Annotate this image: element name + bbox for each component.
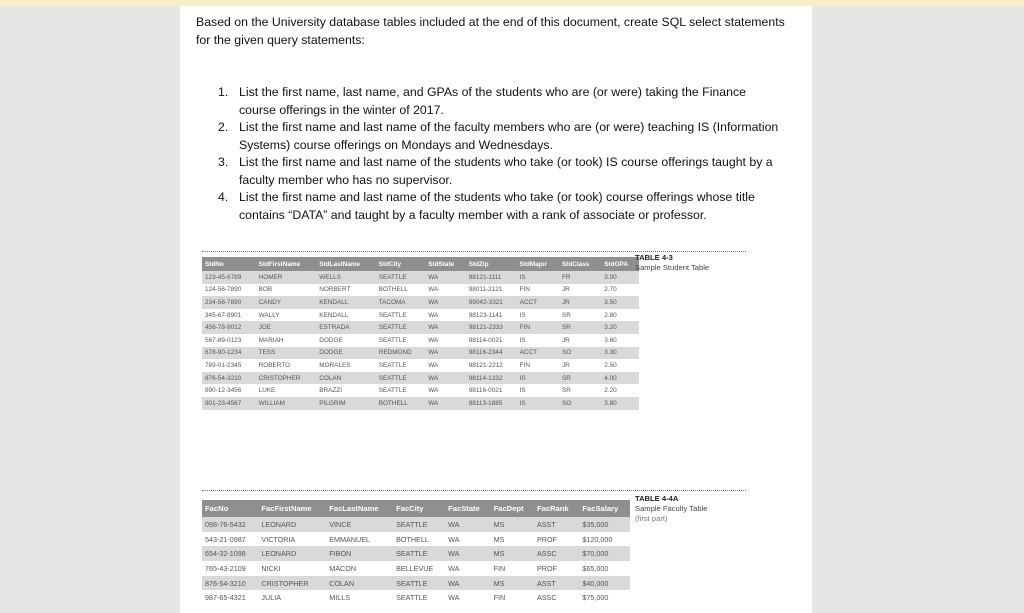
table-cell: SEATTLE — [378, 311, 407, 319]
table-cell: WA — [425, 321, 466, 334]
table-row — [202, 347, 639, 360]
table-cell: 2.50 — [604, 361, 617, 369]
table-cell: 789-01-2345 — [205, 361, 242, 369]
intro-paragraph: Based on the University database tables included at the end of this document, create SQL select statements for the given query statements: — [196, 15, 785, 47]
column-header: FacNo — [202, 500, 258, 517]
table1-divider — [202, 251, 746, 252]
table-cell: WA — [428, 387, 439, 395]
table-cell: REDMOND — [376, 347, 426, 360]
table-cell: WA — [445, 576, 490, 591]
table-cell: WA — [425, 271, 466, 284]
table-cell: WALLY — [258, 311, 280, 319]
table-cell: ASSC — [534, 546, 579, 561]
table-cell: ROBERTO — [258, 361, 290, 369]
table-row — [202, 590, 630, 605]
table-cell: LEONARD — [258, 517, 326, 532]
table-cell: WA — [448, 534, 460, 544]
table-cell: MS — [493, 534, 505, 544]
student-table — [202, 257, 639, 410]
table-cell: IS — [517, 271, 559, 284]
table-cell: SEATTLE — [376, 321, 426, 334]
table-cell: WA — [425, 372, 466, 385]
table-cell: FIN — [519, 361, 530, 369]
question-item — [202, 119, 780, 154]
table1-caption — [635, 253, 755, 273]
table-cell: SEATTLE — [393, 546, 445, 561]
table-cell: IS — [519, 311, 526, 319]
table-cell: PILGRIM — [316, 397, 375, 410]
table-cell: HOMER — [256, 271, 317, 284]
table-cell: PROF — [536, 563, 557, 573]
question-number: 1. — [218, 85, 229, 99]
table-cell: ACCT — [517, 296, 559, 309]
table-cell: SEATTLE — [393, 517, 445, 532]
table-cell: WA — [428, 286, 439, 294]
table-cell: 3.20 — [601, 321, 639, 334]
table-cell: MORALES — [319, 361, 351, 369]
table-cell: CRISTOPHER — [258, 576, 326, 591]
table-cell: ASSC — [536, 593, 557, 603]
table-cell: 901-23-4567 — [202, 397, 256, 410]
column-header: StdCity — [376, 257, 426, 271]
table-cell: SEATTLE — [378, 387, 407, 395]
table2-caption-text: Sample Faculty Table — [635, 504, 708, 513]
table-cell: $75,000 — [582, 593, 609, 603]
table-cell: 98121-2333 — [466, 321, 517, 334]
table-cell: KENDALL — [319, 311, 349, 319]
table-cell: TESS — [256, 347, 317, 360]
table-cell: 987-65-4321 — [205, 593, 246, 603]
table-cell: WA — [425, 347, 466, 360]
table-cell: SO — [559, 347, 601, 360]
question-text: List the first name and last name of the students who take (or took) course offerings whose title contains “DATA” and taught by a faculty member with a rank of associate or professor. — [239, 190, 755, 222]
column-header: FacFirstName — [258, 500, 326, 517]
table-cell: 3.50 — [601, 296, 639, 309]
table-cell: $35,000 — [579, 517, 630, 532]
table-cell: WELLS — [316, 271, 375, 284]
table-cell: $40,000 — [579, 576, 630, 591]
table-cell: BELLEVUE — [396, 563, 434, 573]
table-cell: SR — [561, 387, 571, 395]
table-cell: MS — [491, 576, 534, 591]
table-cell: 2.20 — [604, 387, 617, 395]
table-cell: BOTHELL — [376, 397, 426, 410]
table-cell: 876-54-3210 — [202, 576, 258, 591]
table-cell: 98113-1885 — [466, 397, 517, 410]
table-cell: BRAZZI — [319, 387, 342, 395]
table-cell: 345-67-8901 — [205, 311, 242, 319]
table-cell: JR — [561, 361, 570, 369]
table-cell: SEATTLE — [393, 576, 445, 591]
faculty-table-header — [202, 500, 630, 517]
table-cell: IS — [519, 387, 526, 395]
table-cell: SEATTLE — [378, 361, 407, 369]
table-cell: MILLS — [329, 593, 351, 603]
table-cell: 4.00 — [601, 372, 639, 385]
table-cell: MACON — [329, 563, 357, 573]
table-cell: 98114-1332 — [466, 372, 517, 385]
table-row — [202, 271, 639, 284]
table-row — [202, 309, 639, 322]
table-cell: VICTORIA — [261, 534, 296, 544]
table-cell: WA — [445, 546, 490, 561]
column-header: StdNo — [202, 257, 256, 271]
table-row — [202, 576, 630, 591]
table-cell: BOTHELL — [396, 534, 429, 544]
table-cell: PROF — [536, 534, 557, 544]
table-row — [202, 296, 639, 309]
table-cell: JR — [561, 336, 570, 344]
table-cell: 765-43-2109 — [205, 563, 246, 573]
column-header: FacSalary — [579, 500, 630, 517]
table2-caption-number: TABLE 4-4A — [635, 494, 679, 503]
table-cell: SR — [561, 311, 571, 319]
table-cell: KENDALL — [316, 296, 375, 309]
table-cell: FIN — [493, 593, 506, 603]
column-header: FacLastName — [326, 500, 393, 517]
table-cell: WA — [425, 296, 466, 309]
table-row — [202, 532, 630, 547]
table-cell: 123-45-6789 — [202, 271, 256, 284]
table-cell: 98114-0021 — [468, 336, 503, 344]
table-cell: FIN — [517, 321, 559, 334]
table-cell: SEATTLE — [396, 593, 428, 603]
table-cell: LEONARD — [258, 546, 326, 561]
table-cell: ESTRADA — [316, 321, 375, 334]
column-header: FacState — [445, 500, 490, 517]
table-cell: ASST — [534, 517, 579, 532]
column-header: FacCity — [393, 500, 445, 517]
table2-divider — [202, 490, 746, 491]
table-cell: CRISTOPHER — [256, 372, 317, 385]
table-cell: 876-54-3210 — [202, 372, 256, 385]
table-row — [202, 284, 639, 297]
table-cell: 3.00 — [601, 271, 639, 284]
table-cell: JR — [559, 296, 601, 309]
table-cell: COLAN — [326, 576, 393, 591]
question-item — [202, 84, 780, 119]
table-cell: SR — [559, 321, 601, 334]
table-cell: 98011-2121 — [468, 286, 503, 294]
table-cell: 98121-1111 — [466, 271, 517, 284]
table-cell: 2.70 — [604, 286, 617, 294]
table-cell: SEATTLE — [376, 271, 426, 284]
table-cell: $120,000 — [582, 534, 613, 544]
table-cell: IS — [519, 336, 526, 344]
table-cell: $70,000 — [579, 546, 630, 561]
table-cell: 124-56-7890 — [205, 286, 242, 294]
faculty-table — [202, 500, 630, 605]
table-cell: DODGE — [319, 336, 343, 344]
table2-caption — [635, 494, 755, 524]
column-header: StdZip — [466, 257, 517, 271]
table-cell: 654-32-1098 — [202, 546, 258, 561]
column-header: FacDept — [491, 500, 534, 517]
table-cell: NICKI — [261, 563, 281, 573]
table-cell: CANDY — [256, 296, 317, 309]
table-row — [202, 561, 630, 576]
table-cell: IS — [517, 372, 559, 385]
table-cell: TACOMA — [376, 296, 426, 309]
table-cell: SR — [559, 372, 601, 385]
table-cell: BOTHELL — [378, 286, 408, 294]
table-cell: WA — [448, 563, 460, 573]
column-header: FacRank — [534, 500, 579, 517]
table-row — [202, 517, 630, 532]
column-header: StdClass — [559, 257, 601, 271]
table-cell: 543-21-0987 — [205, 534, 246, 544]
question-item — [202, 189, 780, 224]
table-cell: 234-56-7890 — [202, 296, 256, 309]
table-cell: 98116-2344 — [466, 347, 517, 360]
table-cell: DODGE — [316, 347, 375, 360]
table-cell: VINCE — [326, 517, 393, 532]
column-header: StdMajor — [517, 257, 559, 271]
table-cell: 99042-3321 — [466, 296, 517, 309]
table-cell: IS — [517, 397, 559, 410]
student-table-header — [202, 257, 639, 271]
table-cell: WA — [428, 336, 439, 344]
question-item — [202, 154, 780, 189]
question-list — [202, 84, 780, 224]
table-cell: COLAN — [316, 372, 375, 385]
table-cell: LUKE — [258, 387, 276, 395]
table-cell: WA — [428, 361, 439, 369]
question-number: 4. — [218, 190, 229, 204]
table-cell: JOE — [256, 321, 317, 334]
table1-caption-text: Sample Student Table — [635, 263, 710, 272]
table-cell: SEATTLE — [378, 336, 407, 344]
table-row — [202, 372, 639, 385]
table-cell: WILLIAM — [256, 397, 317, 410]
table-row — [202, 321, 639, 334]
table1-caption-number: TABLE 4-3 — [635, 253, 673, 262]
table-cell: 98121-2212 — [468, 361, 503, 369]
table-cell: 3.30 — [601, 347, 639, 360]
table-cell: FR — [559, 271, 601, 284]
column-header: StdLastName — [316, 257, 375, 271]
table-cell: 3.60 — [604, 336, 617, 344]
question-text: List the first name, last name, and GPAs of the students who are (or were) taking the Finance course offerings in the winter of 2017. — [239, 85, 746, 117]
table-row — [202, 546, 630, 561]
table-cell: 890-12-3456 — [205, 387, 242, 395]
column-header: StdFirstName — [256, 257, 317, 271]
table-cell: SO — [559, 397, 601, 410]
question-text: List the first name and last name of the faculty members who are (or were) teaching IS (Information Systems) course offerings on Mondays and Wednesdays. — [239, 120, 779, 152]
table-cell: ASST — [534, 576, 579, 591]
table-cell: WA — [448, 593, 460, 603]
table-cell: 98116-0021 — [468, 387, 503, 395]
table-cell: JULIA — [261, 593, 281, 603]
table-cell: MS — [491, 517, 534, 532]
question-text: List the first name and last name of the students who take (or took) IS course offerings taught by a faculty member who has no supervisor. — [239, 155, 773, 187]
table-cell: $65,000 — [582, 563, 609, 573]
table-cell: 567-89-0123 — [205, 336, 242, 344]
table-cell: 3.80 — [601, 397, 639, 410]
table-cell: JR — [561, 286, 570, 294]
table-cell: NORBERT — [319, 286, 351, 294]
table-cell: 456-78-9012 — [202, 321, 256, 334]
table-cell: ACCT — [517, 347, 559, 360]
column-header: StdGPA — [601, 257, 639, 271]
table-cell: 098-76-5432 — [202, 517, 258, 532]
table-cell: 2.80 — [604, 311, 617, 319]
question-number: 2. — [218, 120, 229, 134]
table-row — [202, 384, 639, 397]
table-cell: MARIAH — [258, 336, 284, 344]
column-header: StdState — [425, 257, 466, 271]
table-cell: WA — [428, 311, 439, 319]
table-cell: BOB — [258, 286, 273, 294]
table-row — [202, 397, 639, 410]
table-cell: FIN — [519, 286, 530, 294]
table-cell: SEATTLE — [376, 372, 426, 385]
table-row — [202, 359, 639, 372]
document-page — [180, 6, 812, 613]
table-cell: 98123-1141 — [468, 311, 503, 319]
table-cell: FIN — [493, 563, 506, 573]
table-cell: MS — [491, 546, 534, 561]
table-cell: WA — [445, 517, 490, 532]
table2-caption-sub: (first part) — [635, 514, 668, 523]
table-row — [202, 334, 639, 347]
table-cell: EMMANUEL — [329, 534, 371, 544]
table-cell: WA — [425, 397, 466, 410]
question-number: 3. — [218, 155, 229, 169]
table-cell: 678-90-1234 — [202, 347, 256, 360]
table-cell: FIBON — [326, 546, 393, 561]
